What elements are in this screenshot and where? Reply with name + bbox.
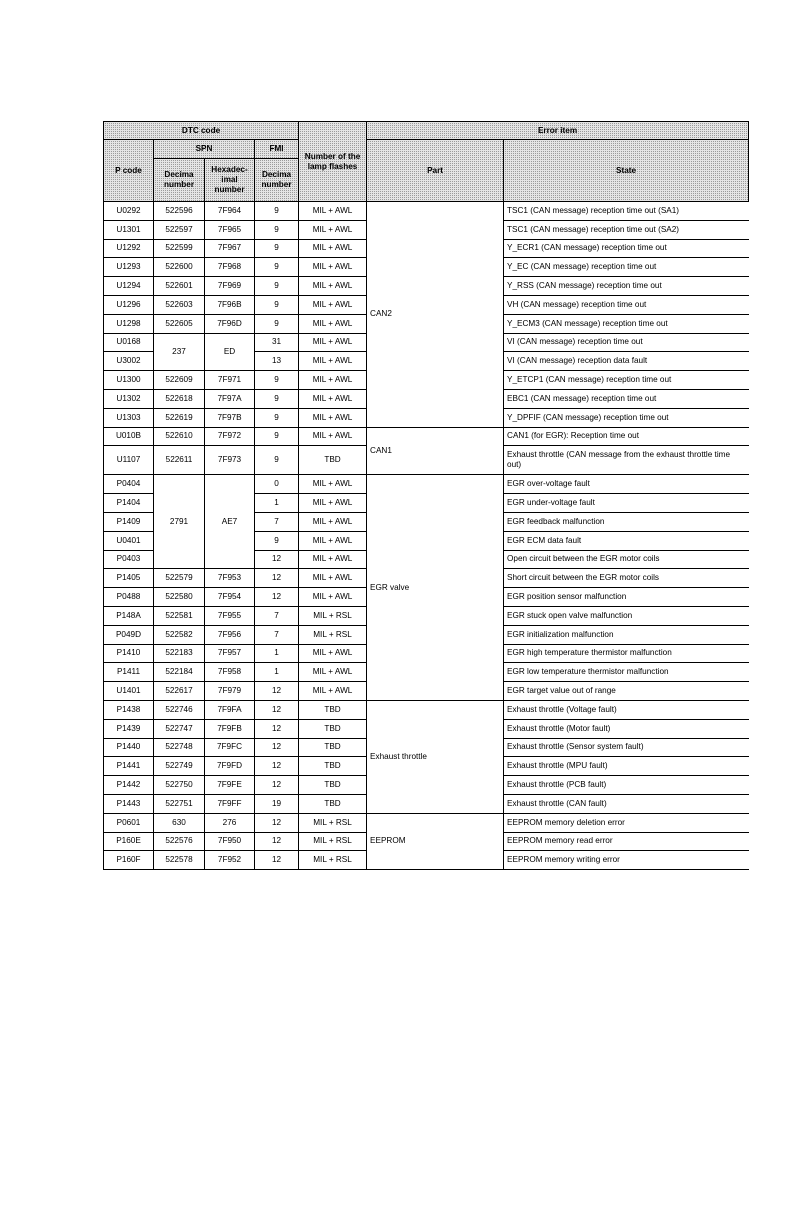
fmi-cell: 12: [255, 682, 299, 701]
spn-decimal-cell: 522749: [154, 757, 205, 776]
fmi-cell: 7: [255, 625, 299, 644]
spn-decimal-cell: 522603: [154, 295, 205, 314]
lamp-flashes-cell: MIL + AWL: [299, 220, 367, 239]
state-cell: VH (CAN message) reception time out: [504, 295, 749, 314]
fmi-cell: 9: [255, 277, 299, 296]
lamp-flashes-cell: MIL + AWL: [299, 644, 367, 663]
spn-hex-cell: 7F956: [205, 625, 255, 644]
fmi-cell: 12: [255, 851, 299, 870]
spn-hex-cell: 7F971: [205, 371, 255, 390]
state-cell: TSC1 (CAN message) reception time out (SA2): [504, 220, 749, 239]
table-row: [104, 475, 749, 494]
table-row: [104, 427, 749, 446]
state-cell: EGR high temperature thermistor malfunction: [504, 644, 749, 663]
spn-hex-cell: 7F972: [205, 427, 255, 446]
lamp-flashes-cell: TBD: [299, 757, 367, 776]
dtc-table: [103, 121, 749, 870]
spn-decimal-cell: 522599: [154, 239, 205, 258]
p-code-cell: U1300: [104, 371, 154, 390]
lamp-flashes-cell: MIL + AWL: [299, 663, 367, 682]
state-cell: Open circuit between the EGR motor coils: [504, 550, 749, 569]
part-cell: Exhaust throttle: [367, 700, 504, 813]
spn-decimal-cell: 630: [154, 813, 205, 832]
lamp-flashes-cell: MIL + AWL: [299, 352, 367, 371]
fmi-cell: 9: [255, 531, 299, 550]
spn-hex-cell: 7F950: [205, 832, 255, 851]
p-code-cell: P1405: [104, 569, 154, 588]
lamp-flashes-cell: TBD: [299, 776, 367, 795]
lamp-flashes-cell: TBD: [299, 719, 367, 738]
spn-decimal-cell: 522611: [154, 446, 205, 475]
p-code-cell: U1293: [104, 258, 154, 277]
spn-decimal-cell: 522582: [154, 625, 205, 644]
p-code-cell: P1440: [104, 738, 154, 757]
spn-hex-cell: 7F964: [205, 202, 255, 221]
spn-decimal-cell: 522184: [154, 663, 205, 682]
state-cell: VI (CAN message) reception data fault: [504, 352, 749, 371]
spn-hex-cell: 7F973: [205, 446, 255, 475]
fmi-cell: 7: [255, 512, 299, 531]
spn-hex-cell: 7F967: [205, 239, 255, 258]
fmi-cell: 1: [255, 663, 299, 682]
fmi-cell: 9: [255, 314, 299, 333]
state-cell: Short circuit between the EGR motor coils: [504, 569, 749, 588]
state-cell: Y_EC (CAN message) reception time out: [504, 258, 749, 277]
state-cell: Y_ETCP1 (CAN message) reception time out: [504, 371, 749, 390]
fmi-cell: 9: [255, 220, 299, 239]
fmi-cell: 19: [255, 794, 299, 813]
fmi-cell: 9: [255, 202, 299, 221]
spn-hex-cell: 7F952: [205, 851, 255, 870]
fmi-cell: 12: [255, 832, 299, 851]
p-code-cell: P1410: [104, 644, 154, 663]
state-cell: Exhaust throttle (Voltage fault): [504, 700, 749, 719]
lamp-flashes-cell: MIL + AWL: [299, 408, 367, 427]
error-item-header: Error item: [367, 122, 749, 140]
lamp-flashes-cell: MIL + RSL: [299, 625, 367, 644]
fmi-cell: 9: [255, 239, 299, 258]
state-cell: Exhaust throttle (MPU fault): [504, 757, 749, 776]
spn-decimal-cell: 522619: [154, 408, 205, 427]
p-code-cell: P1411: [104, 663, 154, 682]
spn-decimal-cell: 522605: [154, 314, 205, 333]
spn-decimal-cell: 522750: [154, 776, 205, 795]
p-code-cell: P1442: [104, 776, 154, 795]
spn-decimal-cell: 522601: [154, 277, 205, 296]
state-cell: EGR feedback malfunction: [504, 512, 749, 531]
spn-hex-cell: 7F9FC: [205, 738, 255, 757]
lamp-flashes-cell: MIL + AWL: [299, 475, 367, 494]
spn-decimal-cell: 522578: [154, 851, 205, 870]
p-code-cell: U0401: [104, 531, 154, 550]
spn-hex-cell: 7F9FE: [205, 776, 255, 795]
spn-hex-cell: 7F9FF: [205, 794, 255, 813]
spn-hex-cell: 7F97A: [205, 389, 255, 408]
table-row: [104, 202, 749, 221]
lamp-flashes-cell: MIL + AWL: [299, 389, 367, 408]
state-cell: Exhaust throttle (Sensor system fault): [504, 738, 749, 757]
p-code-cell: U3002: [104, 352, 154, 371]
fmi-cell: 12: [255, 550, 299, 569]
state-cell: Exhaust throttle (CAN fault): [504, 794, 749, 813]
spn-hex-cell: 7F955: [205, 606, 255, 625]
lamp-flashes-cell: MIL + RSL: [299, 813, 367, 832]
p-code-cell: P0601: [104, 813, 154, 832]
p-code-cell: P160F: [104, 851, 154, 870]
lamp-flashes-cell: MIL + AWL: [299, 333, 367, 352]
lamp-flashes-cell: MIL + AWL: [299, 239, 367, 258]
spn-hex-cell: 7F958: [205, 663, 255, 682]
spn-hex-cell: 7F953: [205, 569, 255, 588]
p-code-cell: U010B: [104, 427, 154, 446]
part-cell: CAN2: [367, 202, 504, 428]
state-cell: EEPROM memory deletion error: [504, 813, 749, 832]
table-header: [104, 122, 749, 202]
spn-hex-cell: 7F9FD: [205, 757, 255, 776]
lamp-flashes-cell: MIL + RSL: [299, 832, 367, 851]
fmi-cell: 12: [255, 776, 299, 795]
state-cell: Y_DPFIF (CAN message) reception time out: [504, 408, 749, 427]
state-cell: EGR position sensor malfunction: [504, 588, 749, 607]
spn-decimal-cell: 522609: [154, 371, 205, 390]
p-code-cell: P0488: [104, 588, 154, 607]
spn-decimal-cell: 522576: [154, 832, 205, 851]
p-code-cell: U1301: [104, 220, 154, 239]
p-code-cell: P049D: [104, 625, 154, 644]
p-code-cell: U1294: [104, 277, 154, 296]
fmi-cell: 9: [255, 389, 299, 408]
fmi-cell: 9: [255, 408, 299, 427]
p-code-cell: U0292: [104, 202, 154, 221]
state-cell: Exhaust throttle (Motor fault): [504, 719, 749, 738]
spn-hex-cell: 7F9FA: [205, 700, 255, 719]
p-code-header: P code: [104, 140, 154, 202]
spn-hex-cell: 7F979: [205, 682, 255, 701]
part-header: Part: [367, 140, 504, 202]
p-code-cell: P1409: [104, 512, 154, 531]
state-cell: TSC1 (CAN message) reception time out (SA1): [504, 202, 749, 221]
p-code-cell: P148A: [104, 606, 154, 625]
fmi-cell: 12: [255, 588, 299, 607]
lamp-flashes-cell: TBD: [299, 446, 367, 475]
state-cell: EGR under-voltage fault: [504, 494, 749, 513]
fmi-cell: 12: [255, 569, 299, 588]
spn-decimal-cell: 522581: [154, 606, 205, 625]
p-code-cell: P0404: [104, 475, 154, 494]
lamp-flashes-cell: MIL + AWL: [299, 314, 367, 333]
spn-decimal-cell: 522183: [154, 644, 205, 663]
fmi-cell: 9: [255, 295, 299, 314]
lamp-flashes-cell: MIL + AWL: [299, 550, 367, 569]
fmi-cell: 12: [255, 757, 299, 776]
spn-decimal-cell: 522596: [154, 202, 205, 221]
p-code-cell: U1303: [104, 408, 154, 427]
lamp-flashes-cell: MIL + AWL: [299, 494, 367, 513]
p-code-cell: P1439: [104, 719, 154, 738]
fmi-cell: 1: [255, 644, 299, 663]
fmi-cell: 12: [255, 700, 299, 719]
lamp-flashes-cell: MIL + RSL: [299, 851, 367, 870]
state-cell: EGR over-voltage fault: [504, 475, 749, 494]
spn-hex-cell: 7F954: [205, 588, 255, 607]
fmi-cell: 13: [255, 352, 299, 371]
state-cell: EEPROM memory read error: [504, 832, 749, 851]
spn-decimal-cell: 522747: [154, 719, 205, 738]
spn-hex-cell: 276: [205, 813, 255, 832]
fmi-cell: 9: [255, 371, 299, 390]
spn-decimal-cell: 522610: [154, 427, 205, 446]
spn-decimal-cell: 2791: [154, 475, 205, 569]
lamp-flashes-cell: MIL + AWL: [299, 531, 367, 550]
fmi-cell: 12: [255, 719, 299, 738]
spn-hex-cell: 7F96B: [205, 295, 255, 314]
p-code-cell: U1302: [104, 389, 154, 408]
spn-decimal-cell: 522746: [154, 700, 205, 719]
fmi-header: FMI: [255, 140, 299, 159]
spn-hex-cell: ED: [205, 333, 255, 371]
lamp-flashes-cell: MIL + AWL: [299, 371, 367, 390]
fmi-cell: 0: [255, 475, 299, 494]
state-cell: EEPROM memory writing error: [504, 851, 749, 870]
state-cell: Y_RSS (CAN message) reception time out: [504, 277, 749, 296]
fmi-cell: 9: [255, 446, 299, 475]
table-row: [104, 700, 749, 719]
lamp-flashes-cell: TBD: [299, 738, 367, 757]
lamp-flashes-cell: MIL + AWL: [299, 588, 367, 607]
p-code-cell: U1296: [104, 295, 154, 314]
spn-hex-cell: 7F96D: [205, 314, 255, 333]
state-cell: CAN1 (for EGR): Reception time out: [504, 427, 749, 446]
lamp-flashes-cell: MIL + AWL: [299, 427, 367, 446]
spn-decimal-cell: 522600: [154, 258, 205, 277]
spn-hex-cell: 7F9FB: [205, 719, 255, 738]
state-cell: EBC1 (CAN message) reception time out: [504, 389, 749, 408]
state-cell: EGR ECM data fault: [504, 531, 749, 550]
p-code-cell: P1438: [104, 700, 154, 719]
fmi-cell: 31: [255, 333, 299, 352]
spn-hex-cell: 7F969: [205, 277, 255, 296]
lamp-flashes-cell: MIL + AWL: [299, 202, 367, 221]
spn-hex-header: Hexadec-imal number: [205, 159, 255, 202]
state-cell: EGR stuck open valve malfunction: [504, 606, 749, 625]
part-cell: EEPROM: [367, 813, 504, 869]
spn-decimal-cell: 522617: [154, 682, 205, 701]
spn-decimal-cell: 522580: [154, 588, 205, 607]
lamp-flashes-header: Number of the lamp flashes: [299, 122, 367, 202]
spn-decimal-cell: 237: [154, 333, 205, 371]
spn-hex-cell: 7F957: [205, 644, 255, 663]
spn-decimal-cell: 522751: [154, 794, 205, 813]
p-code-cell: P1443: [104, 794, 154, 813]
table-row: [104, 813, 749, 832]
p-code-cell: U1107: [104, 446, 154, 475]
p-code-cell: P0403: [104, 550, 154, 569]
fmi-cell: 9: [255, 427, 299, 446]
state-cell: Y_ECR1 (CAN message) reception time out: [504, 239, 749, 258]
spn-hex-cell: 7F968: [205, 258, 255, 277]
p-code-cell: P160E: [104, 832, 154, 851]
fmi-cell: 12: [255, 813, 299, 832]
spn-header: SPN: [154, 140, 255, 159]
p-code-cell: P1441: [104, 757, 154, 776]
fmi-cell: 7: [255, 606, 299, 625]
spn-decimal-cell: 522579: [154, 569, 205, 588]
lamp-flashes-cell: MIL + AWL: [299, 569, 367, 588]
state-cell: Y_ECM3 (CAN message) reception time out: [504, 314, 749, 333]
state-header: State: [504, 140, 749, 202]
fmi-cell: 1: [255, 494, 299, 513]
fmi-cell: 12: [255, 738, 299, 757]
spn-hex-cell: 7F97B: [205, 408, 255, 427]
p-code-cell: U1292: [104, 239, 154, 258]
spn-decimal-cell: 522618: [154, 389, 205, 408]
p-code-cell: U1401: [104, 682, 154, 701]
spn-decimal-cell: 522748: [154, 738, 205, 757]
table-body: [104, 202, 749, 870]
spn-decimal-cell: 522597: [154, 220, 205, 239]
lamp-flashes-cell: TBD: [299, 794, 367, 813]
fmi-cell: 9: [255, 258, 299, 277]
lamp-flashes-cell: MIL + AWL: [299, 295, 367, 314]
spn-hex-cell: 7F965: [205, 220, 255, 239]
state-cell: EGR low temperature thermistor malfunction: [504, 663, 749, 682]
state-cell: VI (CAN message) reception time out: [504, 333, 749, 352]
lamp-flashes-cell: MIL + AWL: [299, 512, 367, 531]
lamp-flashes-cell: MIL + RSL: [299, 606, 367, 625]
state-cell: Exhaust throttle (PCB fault): [504, 776, 749, 795]
part-cell: CAN1: [367, 427, 504, 475]
spn-decimal-header: Decima number: [154, 159, 205, 202]
p-code-cell: U0168: [104, 333, 154, 352]
lamp-flashes-cell: TBD: [299, 700, 367, 719]
part-cell: EGR valve: [367, 475, 504, 701]
spn-hex-cell: AE7: [205, 475, 255, 569]
dtc-code-header: DTC code: [104, 122, 299, 140]
fmi-decimal-header: Decima number: [255, 159, 299, 202]
state-cell: EGR target value out of range: [504, 682, 749, 701]
p-code-cell: P1404: [104, 494, 154, 513]
lamp-flashes-cell: MIL + AWL: [299, 258, 367, 277]
lamp-flashes-cell: MIL + AWL: [299, 277, 367, 296]
state-cell: EGR initialization malfunction: [504, 625, 749, 644]
state-cell: Exhaust throttle (CAN message from the exhaust throttle time out): [504, 446, 749, 475]
p-code-cell: U1298: [104, 314, 154, 333]
lamp-flashes-cell: MIL + AWL: [299, 682, 367, 701]
